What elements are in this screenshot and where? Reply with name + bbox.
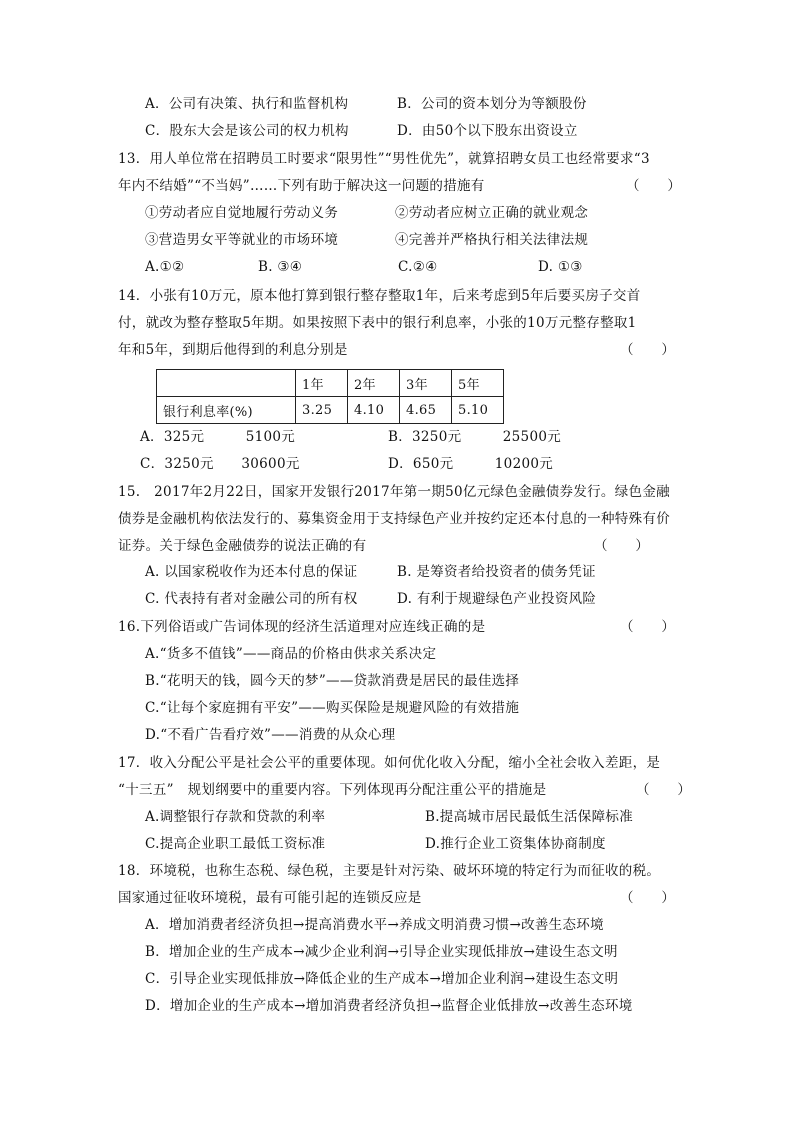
q13-item-2: ②劳动者应树立正确的就业观念: [395, 205, 589, 221]
q12-option-d: D．由50个以下股东出资设立: [397, 123, 578, 139]
q17-options-row-1: [145, 808, 705, 826]
q18-option-c: C．引导企业实现低排放→降低企业的生产成本→增加企业利润→建设生态文明: [145, 971, 619, 987]
table-header-cell: [157, 370, 296, 397]
q14-stem-line-2: 付，就改为整存整取5年期。如果按照下表中的银行利息率，小张的10万元整存整取1: [118, 315, 637, 331]
q18-answer-blank: （ ）: [620, 890, 676, 906]
q15-option-b: B. 是筹资者给投资者的债务凭证: [397, 564, 596, 580]
q13-items-row-2: [145, 231, 705, 249]
interest-rate-table: [156, 369, 504, 424]
table-row-label: 银行利息率(%): [157, 397, 296, 424]
table-header-cell: 3年: [400, 370, 452, 397]
q17-options-row-2: [145, 835, 705, 853]
q14-stem-line-1: 14．小张有10万元，原本他打算到银行整存整取1年，后来考虑到5年后要买房子交首: [118, 288, 641, 304]
q14-option-d: D．650元 10200元: [388, 456, 554, 472]
q13-option-d: D. ①③: [538, 259, 583, 275]
q18-stem-line-1: 18．环境税，也称生态税、绿色税，主要是针对污染、破坏环境的特定行为而征收的税。: [118, 863, 661, 879]
q16-option-a: A.“货多不值钱”——商品的价格由供求关系决定: [145, 646, 437, 662]
q12-options-row-2: [145, 122, 705, 140]
q13-option-b: B. ③④: [258, 259, 303, 275]
q12-option-c: C．股东大会是该公司的权力机构: [145, 123, 349, 139]
q17-option-d: D.推行企业工资集体协商制度: [425, 836, 606, 852]
q13-item-4: ④完善并严格执行相关法律法规: [395, 232, 589, 248]
table-cell: 5.10: [452, 397, 504, 424]
table-cell: 4.10: [348, 397, 400, 424]
table-header-cell: 1年: [296, 370, 348, 397]
q12-option-a: A．公司有决策、执行和监督机构: [145, 96, 349, 112]
q14-option-b: B．3250元 25500元: [388, 429, 562, 445]
q15-answer-blank: （ ）: [594, 538, 650, 554]
q13-stem-line-1: 13．用人单位常在招聘员工时要求“限男性”“男性优先”，就算招聘女员工也经常要求“3: [118, 151, 650, 167]
q15-stem-line-2: 债券是金融机构依法发行的、募集资金用于支持绿色产业并按约定还本付息的一种特殊有价: [118, 511, 670, 527]
q16-option-d: D.“不看广告看疗效”——消费的从众心理: [145, 727, 396, 743]
q17-answer-blank: （ ）: [636, 782, 692, 798]
table-cell: 4.65: [400, 397, 452, 424]
q18-stem-line-2: 国家通过征收环境税，最有可能引起的连锁反应是: [118, 890, 422, 906]
q18-option-d: D．增加企业的生产成本→增加消费者经济负担→监督企业低排放→改善生态环境: [145, 998, 633, 1014]
q13-option-c: C.②④: [398, 259, 438, 275]
q17-option-a: A.调整银行存款和贷款的利率: [145, 809, 326, 825]
q17-option-b: B.提高城市居民最低生活保障标准: [425, 809, 634, 825]
q18-option-a: A．增加消费者经济负担→提高消费水平→养成文明消费习惯→改善生态环境: [145, 917, 604, 933]
q13-answer-blank: （ ）: [626, 178, 682, 194]
q13-stem-line-2: 年内不结婚”“不当妈”……下列有助于解决这一问题的措施有: [118, 178, 485, 194]
q15-option-a: A. 以国家税收作为还本付息的保证: [145, 564, 358, 580]
q15-option-c: C. 代表持有者对金融公司的所有权: [145, 591, 358, 607]
q16-stem-line-1: 16.下列俗语或广告词体现的经济生活道理对应连线正确的是: [118, 619, 486, 635]
q17-stem-line-2: “十三五” 规划纲要中的重要内容。下列体现再分配注重公平的措施是: [118, 782, 547, 798]
q15-option-d: D. 有利于规避绿色产业投资风险: [397, 591, 597, 607]
q14-option-a: A．325元 5100元: [140, 429, 296, 445]
table-header-cell: 5年: [452, 370, 504, 397]
q17-stem-line-1: 17．收入分配公平是社会公平的重要体现。如何优化收入分配，缩小全社会收入差距，是: [118, 755, 661, 771]
q16-option-b: B.“花明天的钱，圆今天的梦”——贷款消费是居民的最佳选择: [145, 673, 520, 689]
q13-item-1: ①劳动者应自觉地履行劳动义务: [145, 205, 339, 221]
table-cell: 3.25: [296, 397, 348, 424]
q15-options-row-2: [145, 590, 705, 608]
q15-options-row-1: [145, 563, 705, 581]
q13-items-row-1: [145, 204, 705, 222]
table-row: [157, 397, 504, 424]
q13-item-3: ③营造男女平等就业的市场环境: [145, 232, 339, 248]
q13-options-row: [145, 258, 705, 276]
q15-stem-line-3: 证券。关于绿色金融债券的说法正确的有: [118, 538, 367, 554]
q17-option-c: C.提高企业职工最低工资标准: [145, 836, 326, 852]
q18-option-b: B．增加企业的生产成本→减少企业利润→引导企业实现低排放→建设生态文明: [145, 944, 618, 960]
q13-option-a: A.①②: [145, 259, 185, 275]
q12-options-row-1: [145, 95, 705, 113]
q16-answer-blank: （ ）: [620, 619, 676, 635]
q15-stem-line-1: 15. 2017年2月22日，国家开发银行2017年第一期50亿元绿色金融债券发行。绿色金融: [118, 484, 670, 500]
q14-option-c: C．3250元 30600元: [140, 456, 300, 472]
q12-option-b: B．公司的资本划分为等额股份: [397, 96, 587, 112]
table-header-cell: 2年: [348, 370, 400, 397]
q14-stem-line-3: 年和5年，到期后他得到的利息分别是: [118, 342, 348, 358]
q16-option-c: C.“让每个家庭拥有平安”——购买保险是规避风险的有效措施: [145, 700, 520, 716]
q14-answer-blank: （ ）: [620, 342, 676, 358]
table-header-row: [157, 370, 504, 397]
